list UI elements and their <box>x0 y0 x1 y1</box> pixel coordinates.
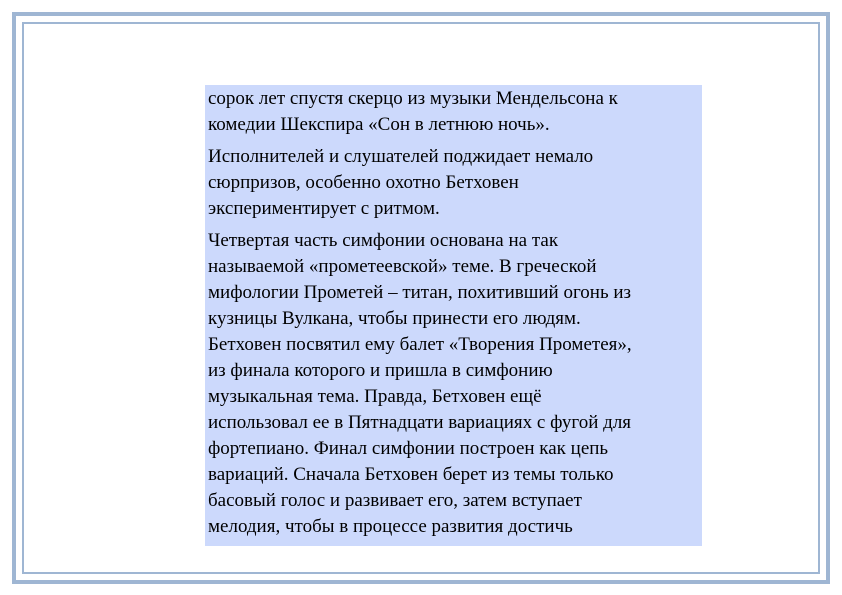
text-line: из финала которого и пришла в симфонию <box>208 360 553 381</box>
paragraph-3 <box>208 228 699 540</box>
text-line: Исполнителей и слушателей поджидает немало <box>208 146 594 167</box>
text-line: Бетховен посвятил ему балет «Творения Прометея», <box>208 334 632 355</box>
text-line: музыкальная тема. Правда, Бетховен ещё <box>208 386 542 407</box>
text-line: сюрпризов, особенно охотно Бетховен <box>208 172 519 193</box>
text-line: использовал ее в Пятнадцати вариациях с фугой для <box>208 412 632 433</box>
text-box <box>205 85 702 546</box>
text-line: экспериментирует с ритмом. <box>208 198 440 219</box>
text-line: Четвертая часть симфонии основана на так <box>208 230 559 251</box>
text-line: называемой «прометеевской» теме. В греческой <box>208 256 597 277</box>
text-line: фортепиано. Финал симфонии построен как цепь <box>208 438 609 459</box>
text-line: мелодия, чтобы в процессе развития достичь <box>208 516 573 537</box>
text-line: комедии Шекспира «Сон в летнюю ночь». <box>208 114 550 135</box>
text-line: мифологии Прометей – титан, похитивший огонь из <box>208 282 632 303</box>
text-line: сорок лет спустя скерцо из музыки Мендельсона к <box>208 88 618 109</box>
text-line: басовый голос и развивает его, затем вступает <box>208 490 582 511</box>
paragraph-1 <box>208 86 699 138</box>
text-line: вариаций. Сначала Бетховен берет из темы только <box>208 464 614 485</box>
text-line: кузницы Вулкана, чтобы принести его людям. <box>208 308 581 329</box>
paragraph-2 <box>208 144 699 222</box>
